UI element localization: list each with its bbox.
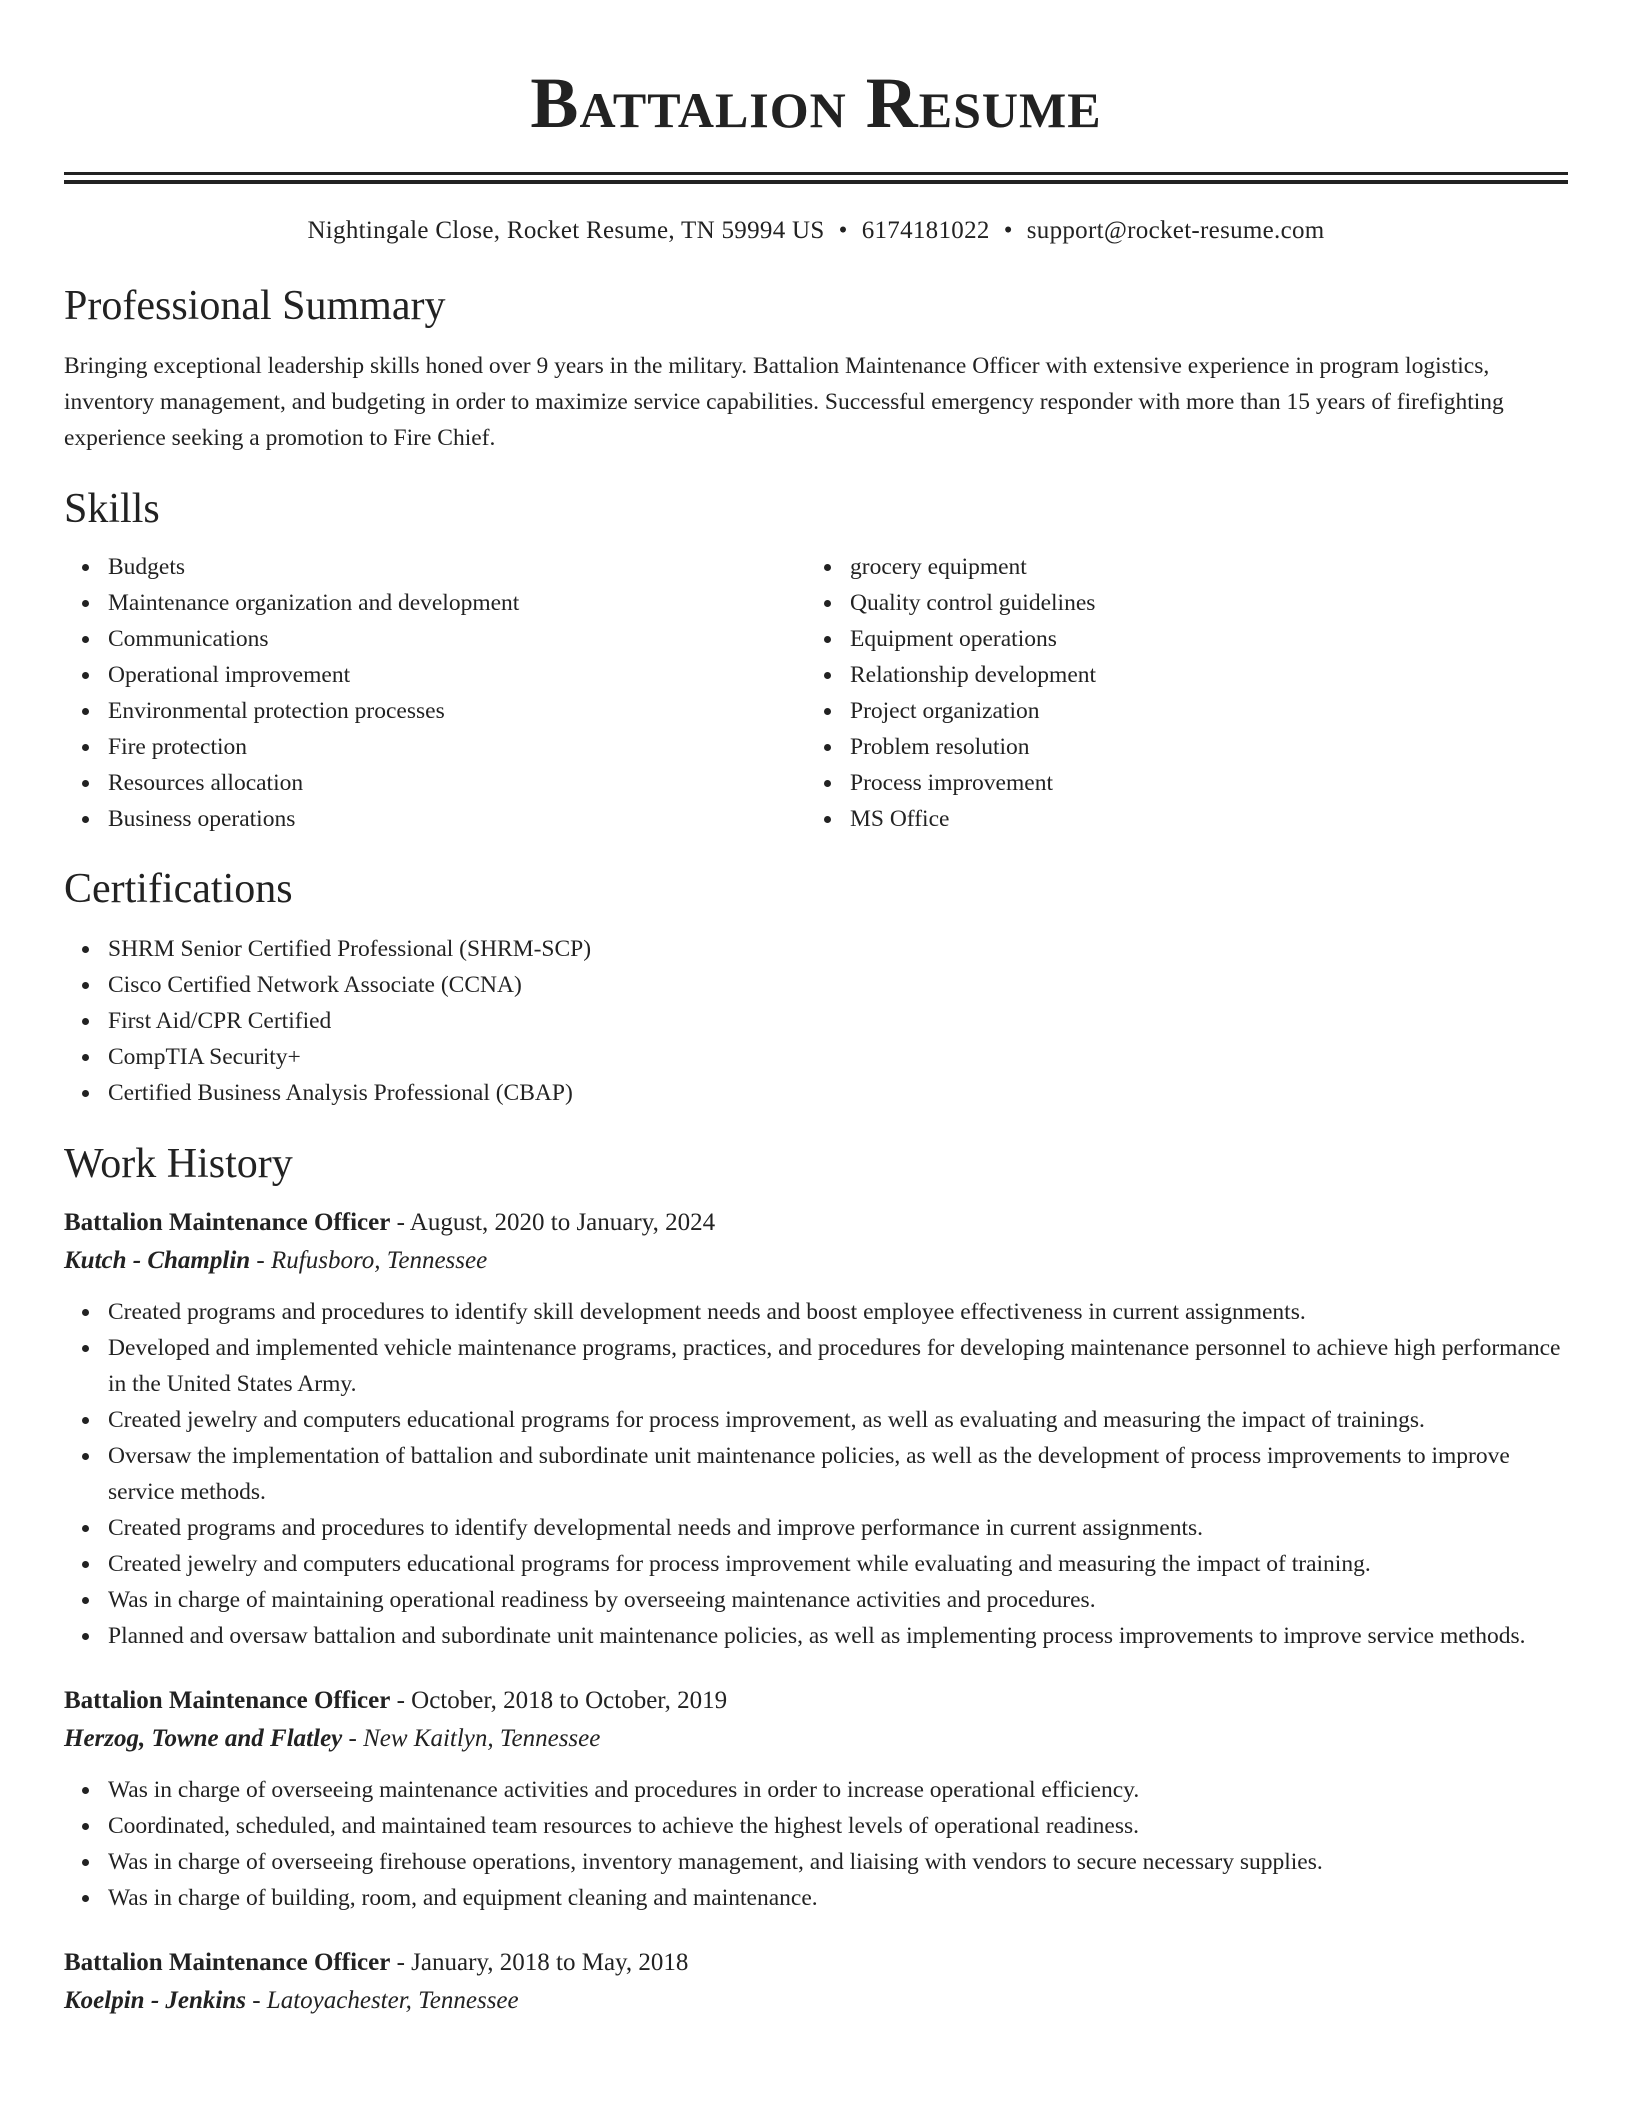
list-item-text: Problem resolution <box>850 734 1030 760</box>
bullet-icon <box>82 636 89 643</box>
list-item <box>64 1438 1568 1510</box>
job-company: Kutch - Champlin <box>64 1247 251 1274</box>
bullet-icon <box>82 1345 89 1352</box>
list-item <box>64 967 1568 1003</box>
resume-page <box>64 0 1568 2020</box>
list-item <box>806 549 1548 585</box>
bullet-icon <box>824 600 831 607</box>
bullet-icon <box>82 1018 89 1025</box>
skills-title: Skills <box>64 486 160 532</box>
list-item-text: Equipment operations <box>850 626 1057 652</box>
list-item <box>64 1510 1568 1546</box>
resume-name: Battalion Resume <box>530 63 1102 143</box>
list-item <box>806 693 1548 729</box>
bullet-icon <box>82 1633 89 1640</box>
list-item-text: Maintenance organization and development <box>108 590 520 616</box>
list-item-text: Certified Business Analysis Professional (CBAP) <box>108 1080 573 1106</box>
list-item <box>806 657 1548 693</box>
job-entry <box>64 1682 1568 1916</box>
header-rule-top <box>64 172 1568 175</box>
list-item <box>64 1330 1568 1402</box>
certifications-list <box>64 931 1568 1111</box>
job-company: Koelpin - Jenkins <box>64 1987 246 2014</box>
contact-phone: 6174181022 <box>861 217 990 244</box>
list-item-text: MS Office <box>850 806 950 832</box>
bullet-icon <box>824 816 831 823</box>
job-role: Battalion Maintenance Officer <box>64 1949 391 1976</box>
list-item-text: Project organization <box>850 698 1040 724</box>
skills-list-left <box>64 549 806 837</box>
job-entry <box>64 1944 1568 2020</box>
job-company-line <box>64 1982 1568 2020</box>
bullet-icon <box>824 636 831 643</box>
bullet-icon <box>82 1597 89 1604</box>
list-item <box>64 1618 1568 1654</box>
list-item-text: Planned and oversaw battalion and subordinate unit maintenance policies, as well as implementing process improvements to improve service methods. <box>108 1623 1526 1649</box>
list-item-text: Created programs and procedures to identify developmental needs and improve performance in current assignments. <box>108 1515 1203 1541</box>
contact-email[interactable]: support@rocket-resume.com <box>1026 217 1325 244</box>
job-dates: - January, 2018 to May, 2018 <box>390 1949 689 1976</box>
contact-address: Nightingale Close, Rocket Resume, TN 59994 US <box>307 217 825 244</box>
summary-text: Bringing exceptional leadership skills honed over 9 years in the military. Battalion Maintenance Officer with extensive experience in program logistics, inventory management, and budgeting in order to maximize service capabilities. Successful emergency responder with more than 15 years of firefighting experience seeking a promotion to Fire Chief. <box>64 353 1504 451</box>
list-item-text: Quality control guidelines <box>850 590 1096 616</box>
job-company: Herzog, Towne and Flatley <box>64 1725 343 1752</box>
bullet-icon <box>82 1309 89 1316</box>
list-item <box>806 585 1548 621</box>
list-item-text: Coordinated, scheduled, and maintained team resources to achieve the highest levels of operational readiness. <box>108 1813 1140 1839</box>
list-item <box>64 765 806 801</box>
bullet-icon <box>82 1417 89 1424</box>
bullet-icon <box>824 564 831 571</box>
bullet-icon <box>82 1823 89 1830</box>
bullet-icon <box>82 600 89 607</box>
bullet-icon <box>82 1561 89 1568</box>
job-heading <box>64 1682 1568 1720</box>
work-title: Work History <box>64 1141 293 1187</box>
list-item <box>64 1075 1568 1111</box>
list-item <box>64 1294 1568 1330</box>
job-dates: - August, 2020 to January, 2024 <box>390 1209 716 1236</box>
contact-separator: • <box>838 217 848 244</box>
job-role: Battalion Maintenance Officer <box>64 1209 391 1236</box>
header-rule-bottom <box>64 180 1568 184</box>
list-item-text: SHRM Senior Certified Professional (SHRM-SCP) <box>108 936 592 962</box>
list-item <box>806 765 1548 801</box>
list-item <box>64 1772 1568 1808</box>
work-section <box>64 1138 1568 2020</box>
list-item <box>64 1808 1568 1844</box>
summary-section <box>64 280 1568 456</box>
job-company-line <box>64 1242 1568 1280</box>
list-item <box>64 1402 1568 1438</box>
job-dates: - October, 2018 to October, 2019 <box>390 1687 728 1714</box>
certifications-section <box>64 863 1568 1111</box>
list-item-text: Developed and implemented vehicle maintenance programs, practices, and procedures for developing maintenance personnel to achieve high performance in the United States Army. <box>108 1335 1561 1397</box>
job-heading <box>64 1204 1568 1242</box>
list-item <box>64 1003 1568 1039</box>
bullet-icon <box>82 672 89 679</box>
list-item-text: Business operations <box>108 806 296 832</box>
list-item-text: First Aid/CPR Certified <box>108 1008 332 1034</box>
list-item-text: Operational improvement <box>108 662 351 688</box>
bullet-icon <box>824 744 831 751</box>
list-item <box>64 657 806 693</box>
bullet-icon <box>824 708 831 715</box>
job-location: - New Kaitlyn, Tennessee <box>342 1725 601 1752</box>
list-item-text: Cisco Certified Network Associate (CCNA) <box>108 972 522 998</box>
list-item-text: Created jewelry and computers educational programs for process improvement, as well as evaluating and measuring the impact of trainings. <box>108 1407 1425 1433</box>
list-item <box>64 1844 1568 1880</box>
certifications-title: Certifications <box>64 866 293 912</box>
list-item <box>64 693 806 729</box>
list-item-text: Was in charge of building, room, and equipment cleaning and maintenance. <box>108 1885 818 1911</box>
list-item-text: Created programs and procedures to identify skill development needs and boost employee effectiveness in current assignments. <box>108 1299 1306 1325</box>
list-item <box>806 621 1548 657</box>
summary-title: Professional Summary <box>64 283 446 329</box>
job-bullets <box>64 1294 1568 1654</box>
list-item <box>64 801 806 837</box>
bullet-icon <box>82 946 89 953</box>
list-item <box>806 729 1548 765</box>
list-item-text: Was in charge of maintaining operational readiness by overseeing maintenance activities and procedures. <box>108 1587 1096 1613</box>
list-item-text: Oversaw the implementation of battalion and subordinate unit maintenance policies, as well as the development of process improvements to improve service methods. <box>108 1443 1510 1505</box>
job-location: - Latoyachester, Tennessee <box>245 1987 519 2014</box>
bullet-icon <box>824 780 831 787</box>
list-item-text: Relationship development <box>850 662 1097 688</box>
list-item <box>64 1582 1568 1618</box>
bullet-icon <box>82 708 89 715</box>
list-item <box>64 729 806 765</box>
bullet-icon <box>82 1453 89 1460</box>
bullet-icon <box>82 1090 89 1097</box>
bullet-icon <box>82 816 89 823</box>
job-company-line <box>64 1720 1568 1758</box>
list-item <box>64 585 806 621</box>
job-heading <box>64 1944 1568 1982</box>
job-role: Battalion Maintenance Officer <box>64 1687 391 1714</box>
bullet-icon <box>82 780 89 787</box>
list-item-text: Resources allocation <box>108 770 304 796</box>
list-item-text: Environmental protection processes <box>108 698 445 724</box>
list-item <box>64 549 806 585</box>
bullet-icon <box>82 1895 89 1902</box>
bullet-icon <box>82 1054 89 1061</box>
skills-section <box>64 483 1568 837</box>
list-item-text: Communications <box>108 626 269 652</box>
contact-separator: • <box>1003 217 1013 244</box>
list-item <box>64 931 1568 967</box>
list-item-text: Created jewelry and computers educational programs for process improvement while evaluating and measuring the impact of training. <box>108 1551 1371 1577</box>
list-item <box>806 801 1548 837</box>
list-item-text: CompTIA Security+ <box>108 1044 301 1070</box>
list-item-text: Budgets <box>108 554 186 580</box>
list-item-text: Fire protection <box>108 734 248 760</box>
list-item <box>64 1039 1568 1075</box>
jobs-list <box>64 1204 1568 2020</box>
list-item-text: Was in charge of overseeing maintenance activities and procedures in order to increase operational efficiency. <box>108 1777 1140 1803</box>
list-item-text: Was in charge of overseeing firehouse operations, inventory management, and liaising with vendors to secure necessary supplies. <box>108 1849 1323 1875</box>
list-item-text: Process improvement <box>850 770 1053 796</box>
list-item <box>64 1880 1568 1916</box>
skills-grid <box>64 549 1568 837</box>
list-item-text: grocery equipment <box>850 554 1027 580</box>
job-location: - Rufusboro, Tennessee <box>250 1247 488 1274</box>
job-bullets <box>64 1772 1568 1916</box>
bullet-icon <box>82 1859 89 1866</box>
bullet-icon <box>82 744 89 751</box>
skills-list-right <box>806 549 1548 837</box>
bullet-icon <box>824 672 831 679</box>
list-item <box>64 621 806 657</box>
bullet-icon <box>82 982 89 989</box>
bullet-icon <box>82 564 89 571</box>
list-item <box>64 1546 1568 1582</box>
contact-line <box>64 214 1568 248</box>
bullet-icon <box>82 1525 89 1532</box>
bullet-icon <box>82 1787 89 1794</box>
job-entry <box>64 1204 1568 1654</box>
